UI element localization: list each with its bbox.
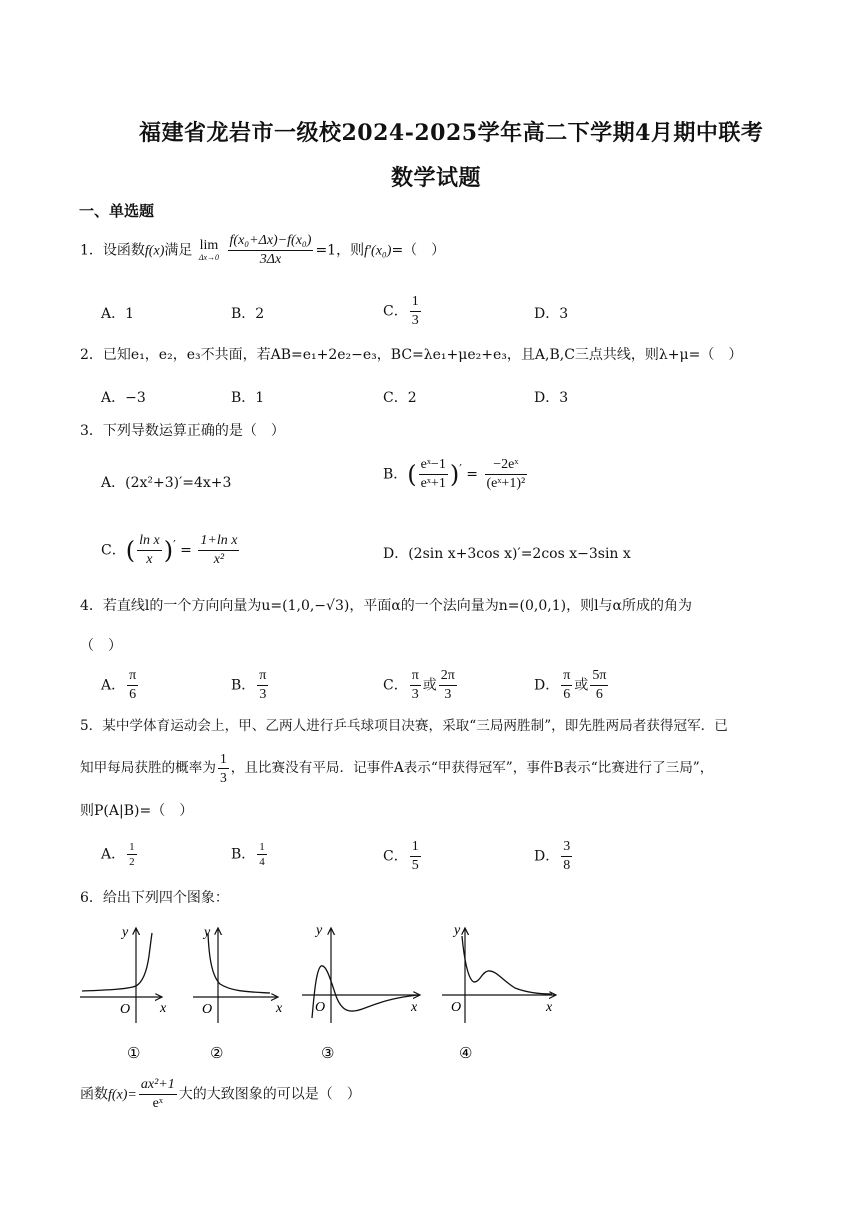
q4-d-den1: 6 xyxy=(563,687,571,702)
q1-mid: 满足 xyxy=(164,242,193,259)
q5-d-label: D． xyxy=(534,848,560,865)
q5-option-a xyxy=(101,840,139,869)
q1-option-c-den: 3 xyxy=(411,313,419,328)
q5-line2 xyxy=(80,750,713,787)
q5-a-den: 2 xyxy=(129,856,135,868)
q6-func-prefix: 函数 xyxy=(80,1086,108,1103)
q4-option-d xyxy=(534,667,610,704)
section-heading: 一、单选题 xyxy=(79,202,155,220)
q4-option-b-label: B． xyxy=(231,677,256,694)
q4-option-b xyxy=(231,667,270,704)
q2-option-c: C．2 xyxy=(383,390,417,406)
q2-option-d: D．3 xyxy=(534,390,569,406)
q1-lim: lim xyxy=(199,238,219,253)
q5-line2-b: ，且比赛没有平局．记事件A表示“甲获得冠军”，事件B表示“比赛进行了三局”， xyxy=(230,760,714,776)
graph-2-label: ② xyxy=(210,1046,224,1062)
q4-paren: （ ） xyxy=(80,638,122,654)
q4-option-c xyxy=(383,667,459,704)
q3-option-c-rnum: 1+ln x xyxy=(198,532,239,551)
q5-option-b xyxy=(231,840,269,869)
page-subtitle: 数学试题 xyxy=(391,165,482,191)
q5-prob-den: 3 xyxy=(219,770,227,785)
q1-prefix: 1．设函数 xyxy=(80,242,145,259)
graph-3-label: ③ xyxy=(321,1046,335,1062)
q4-c-den1: 3 xyxy=(411,687,419,702)
q3-option-b-num: eˣ−1 xyxy=(419,456,448,475)
q5-d-num: 3 xyxy=(561,838,572,857)
q6-func-den: eˣ xyxy=(152,1096,163,1111)
q2-option-a: A．−3 xyxy=(101,390,146,406)
graph-4-x-label: x xyxy=(546,1000,553,1015)
q5-option-c xyxy=(383,838,423,875)
q3-option-b-label: B． xyxy=(383,466,408,483)
graph-1-x-label: x xyxy=(160,1001,167,1016)
q1-func: f(x) xyxy=(144,243,165,259)
q4-c-num2: 2π xyxy=(439,667,457,686)
q4-option-a-label: A． xyxy=(101,677,126,694)
q4-a-num: π xyxy=(127,667,138,686)
graph-1-label: ① xyxy=(127,1046,141,1062)
q3-option-b: B．( $\frac{\text{eˣ−1}}{\text{eˣ+1}}$ )′ = $\frac{\text{−2eˣ}}{\text{(eˣ+1)²}}$ xyxy=(383,457,526,491)
q5-line3: 则P(A|B)=（ ） xyxy=(80,803,194,819)
q4-d-or: 或 xyxy=(574,677,589,694)
q2-option-b: B．1 xyxy=(231,390,265,406)
q1-stem xyxy=(80,232,445,269)
q5-b-label: B． xyxy=(231,846,256,863)
q3-option-d: D．(2sin x+3cos x)′=2cos x−3sin x xyxy=(383,546,631,562)
q5-b-num: 1 xyxy=(259,841,265,853)
q4-d-num2: 5π xyxy=(590,667,608,686)
q1-denominator: 3Δx xyxy=(259,252,282,267)
q3-option-b-den: eˣ+1 xyxy=(420,476,446,491)
q5-prob-num: 1 xyxy=(218,750,229,769)
q4-stem: 4．若直线l的一个方向向量为u=(1,0,−√3)，平面α的一个法向量为n=(0,0,1)，则l与α所成的角为 xyxy=(80,598,693,614)
graph-4 xyxy=(442,923,556,1062)
q6-func: f(x)= xyxy=(108,1087,137,1103)
q1-option-c-num: 1 xyxy=(410,293,421,312)
q4-c-num1: π xyxy=(410,667,421,686)
q1-fprime: f′(x₀) xyxy=(364,243,392,259)
q3-option-a: A．(2x²+3)′=4x+3 xyxy=(101,475,232,491)
q5-a-num: 1 xyxy=(129,841,135,853)
q1-numerator: f(x₀+Δx)−f(x₀) xyxy=(228,232,314,251)
q4-c-den2: 3 xyxy=(444,687,452,702)
q6-func-tail: 大的大致图象的可以是（ ） xyxy=(178,1086,361,1103)
q2-stem: 2．已知e₁，e₂，e₃不共面，若AB=e₁+2e₂−e₃，BC=λe₁+μe₂+e₃，且A,B,C三点共线，则λ+μ=（ ） xyxy=(80,347,743,363)
q5-c-den: 5 xyxy=(411,858,419,873)
graph-2-x-label: x xyxy=(276,1001,283,1016)
graph-3-y-label: y xyxy=(316,923,323,938)
q4-d-num1: π xyxy=(561,667,572,686)
q4-b-den: 3 xyxy=(259,687,267,702)
q6-func-num: ax²+1 xyxy=(139,1076,177,1095)
graph-4-label: ④ xyxy=(459,1046,473,1062)
q1-option-a: A．1 xyxy=(101,306,135,322)
q1-lim-sub: Δx→0 xyxy=(198,253,220,262)
graph-2-y-label: y xyxy=(204,925,211,940)
q3-option-c-rden: x² xyxy=(213,552,225,567)
q3-option-b-rnum: −2eˣ xyxy=(485,456,528,475)
q3-option-c: C．( $\frac{\text{ln x}}{x}$ )′ = $\frac{\text{1+ln x}}{\text{x²}}$ xyxy=(101,533,238,567)
q1-option-c-label: C． xyxy=(383,303,408,320)
q4-b-num: π xyxy=(257,667,268,686)
graph-2 xyxy=(193,925,283,1062)
q4-option-d-label: D． xyxy=(534,677,560,694)
q5-b-den: 4 xyxy=(259,856,265,868)
graph-3-origin: O xyxy=(315,1000,326,1015)
q3-option-c-label: C． xyxy=(101,542,126,559)
q3-option-c-den: x xyxy=(146,552,153,567)
q4-option-a xyxy=(101,667,140,704)
graph-3-x-label: x xyxy=(411,1000,418,1015)
q4-a-den: 6 xyxy=(129,687,137,702)
q3-option-c-num: ln x xyxy=(137,532,162,551)
graph-1-y-label: y xyxy=(122,925,129,940)
q1-option-d: D．3 xyxy=(534,306,569,322)
q6-stem: 6．给出下列四个图象： xyxy=(80,890,229,906)
q5-d-den: 8 xyxy=(563,858,571,873)
graph-4-y-label: y xyxy=(454,923,461,938)
q4-option-c-label: C． xyxy=(383,677,408,694)
graph-2-origin: O xyxy=(202,1002,213,1017)
q1-tail: =（ ） xyxy=(391,242,446,259)
graph-1 xyxy=(80,925,167,1062)
q1-eq: =1，则 xyxy=(315,242,365,259)
graph-1-origin: O xyxy=(120,1002,131,1017)
q4-c-or: 或 xyxy=(422,677,437,694)
graph-4-origin: O xyxy=(451,1000,462,1015)
q5-option-d xyxy=(534,838,574,875)
q4-d-den2: 6 xyxy=(595,687,603,702)
q1-option-c xyxy=(383,293,423,330)
q6-function-line xyxy=(80,1076,361,1113)
q5-c-num: 1 xyxy=(410,838,421,857)
q5-line1: 5．某中学体育运动会上，甲、乙两人进行乒乓球项目决赛，采取“三局两胜制”，即先胜两局者获得冠军．已 xyxy=(80,718,728,734)
q1-option-b: B．2 xyxy=(231,306,265,322)
q6-graphs xyxy=(0,918,868,1078)
page-title: 福建省龙岩市一级校2024-2025学年高二下学期4月期中联考 xyxy=(139,120,764,146)
q3-option-b-rden: (eˣ+1)² xyxy=(486,476,526,491)
q5-c-label: C． xyxy=(383,848,408,865)
q5-a-label: A． xyxy=(101,846,126,863)
graph-3 xyxy=(302,923,420,1062)
q3-stem: 3．下列导数运算正确的是（ ） xyxy=(80,423,285,439)
q5-line2-a: 知甲每局获胜的概率为 xyxy=(80,760,216,776)
